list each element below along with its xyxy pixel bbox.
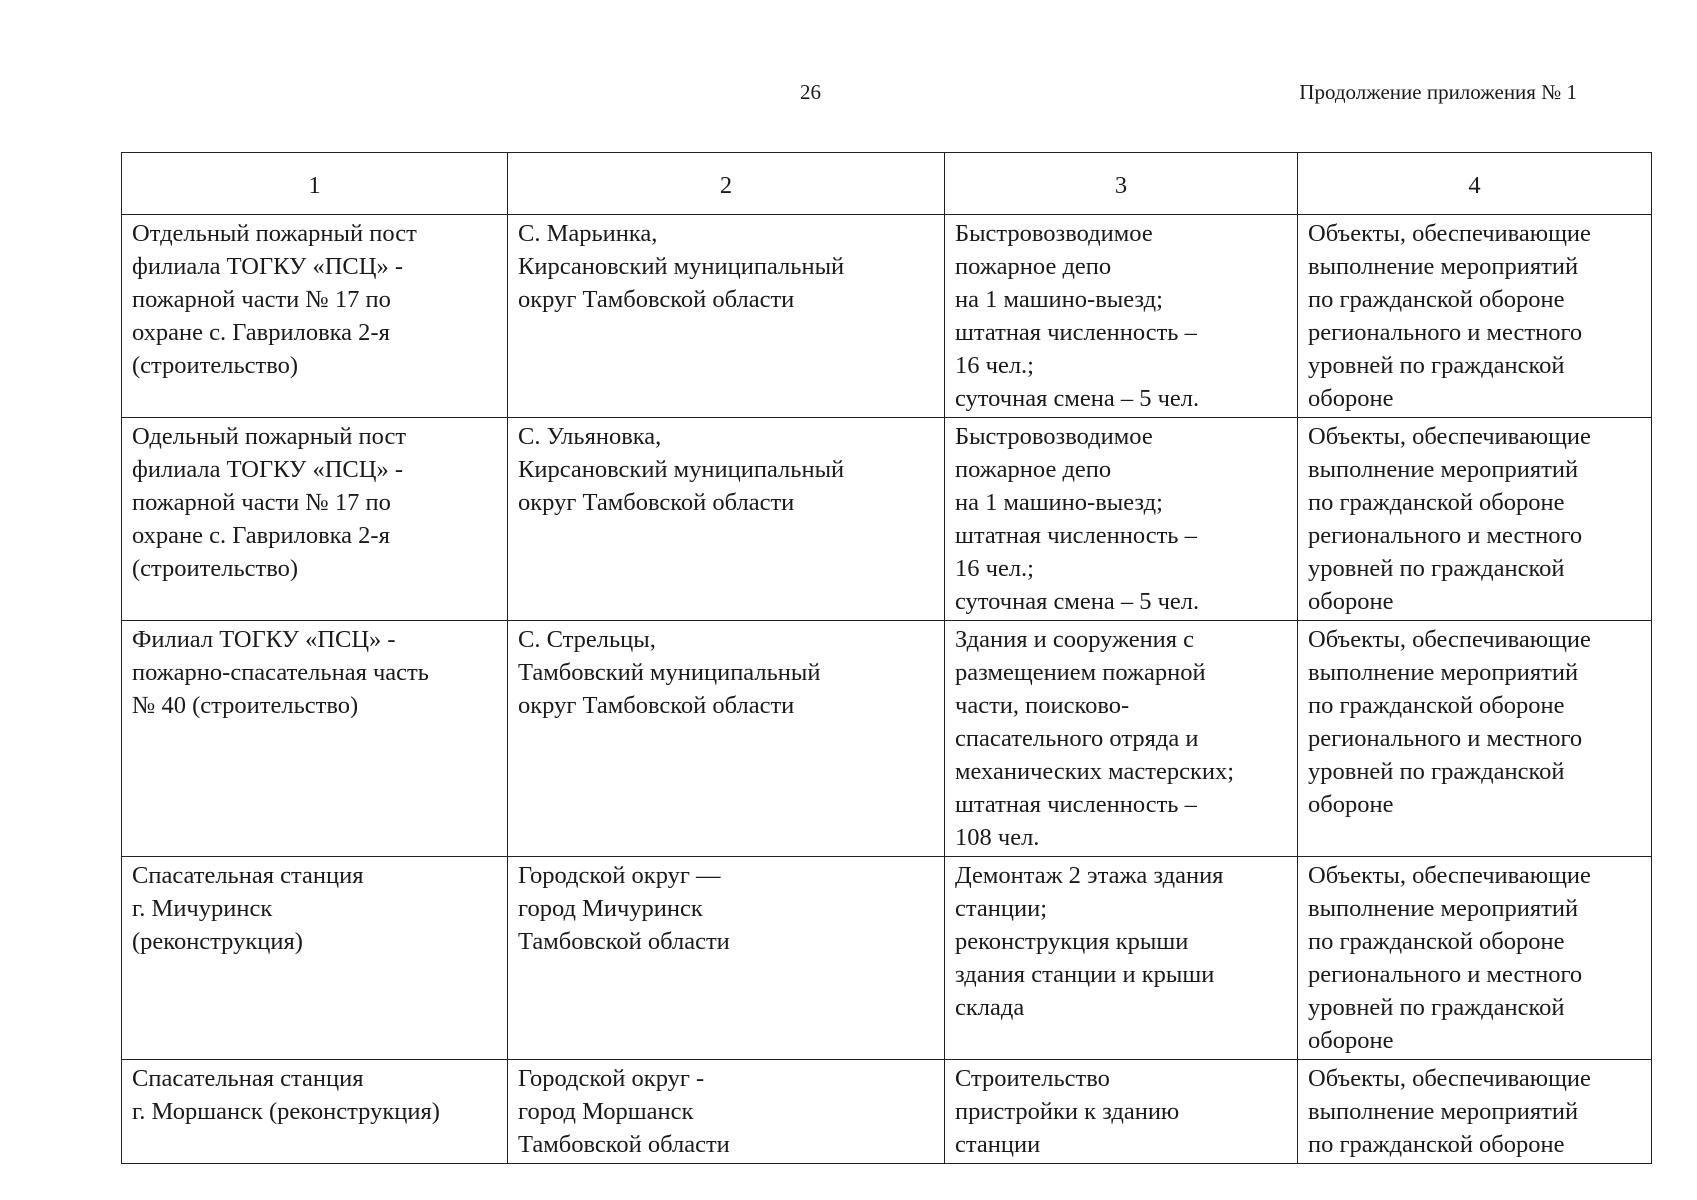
cell-text-line: пожарной части № 17 по [132, 489, 391, 516]
appendix-table-container [121, 152, 1651, 1164]
cell-text-line: уровней по гражданской [1308, 994, 1565, 1021]
cell-text-line: регионального и местного [1308, 522, 1583, 549]
column-header-3: 3 [945, 153, 1298, 215]
cell-text-line: Отдельный пожарный пост [132, 220, 417, 247]
cell-text-line: Городской округ — [518, 862, 721, 889]
cell-text-line: Кирсановский муниципальный [518, 253, 845, 280]
column-header-4: 4 [1298, 153, 1652, 215]
cell-text-line: С. Ульяновка, [518, 423, 662, 450]
cell-text-line: штатная численность – [955, 319, 1197, 346]
cell-text-line: суточная смена – 5 чел. [955, 588, 1200, 615]
cell-text-line: Тамбовской области [518, 1131, 730, 1158]
cell-text-line: округ Тамбовской области [518, 286, 795, 313]
cell-text-line: филиала ТОГКУ «ПСЦ» - [132, 456, 403, 483]
cell-text-line: по гражданской обороне [1308, 692, 1565, 719]
cell-text-line: штатная численность – [955, 522, 1197, 549]
cell-text-line: Городской округ - [518, 1065, 705, 1092]
cell-text-line: пристройки к зданию [955, 1098, 1180, 1125]
cell-text-line: охране с. Гавриловка 2-я [132, 522, 390, 549]
cell-text-line: Одельный пожарный пост [132, 423, 407, 450]
cell-text-line: 16 чел.; [955, 352, 1034, 379]
cell-text-line: по гражданской обороне [1308, 1131, 1565, 1158]
table-row [122, 215, 1652, 418]
cell-text-line: уровней по гражданской [1308, 758, 1565, 785]
cell-text-line: на 1 машино-выезд; [955, 489, 1163, 516]
characteristics-cell [945, 1060, 1298, 1164]
cell-text-line: № 40 (строительство) [132, 692, 359, 719]
cell-text-line: (реконструкция) [132, 928, 303, 955]
cell-text-line: пожарной части № 17 по [132, 286, 391, 313]
cell-text-line: обороне [1308, 385, 1394, 412]
cell-text-line: пожарно-спасательная часть [132, 659, 429, 686]
table-header-row [122, 153, 1652, 215]
cell-text-line: Тамбовской области [518, 928, 730, 955]
cell-text-line: уровней по гражданской [1308, 555, 1565, 582]
table-row [122, 857, 1652, 1060]
page-number: 26 [800, 80, 821, 104]
table-body [122, 215, 1652, 1164]
cell-text-line: по гражданской обороне [1308, 489, 1565, 516]
table-row [122, 418, 1652, 621]
cell-text-line: Демонтаж 2 этажа здания [955, 862, 1224, 889]
cell-text-line: станции; [955, 895, 1048, 922]
cell-text-line: выполнение мероприятий [1308, 253, 1579, 280]
cell-text-line: (строительство) [132, 555, 299, 582]
cell-text-line: регионального и местного [1308, 725, 1583, 752]
cell-text-line: склада [955, 994, 1025, 1021]
cell-text-line: С. Марьинка, [518, 220, 658, 247]
cell-text-line: выполнение мероприятий [1308, 1098, 1579, 1125]
object-name-cell [122, 418, 508, 621]
cell-text-line: выполнение мероприятий [1308, 456, 1579, 483]
cell-text-line: механических мастерских; [955, 758, 1235, 785]
cell-text-line: С. Стрельцы, [518, 626, 656, 653]
object-name-cell [122, 857, 508, 1060]
location-cell [508, 215, 945, 418]
appendix-table [121, 152, 1652, 1164]
cell-text-line: регионального и местного [1308, 961, 1583, 988]
continuation-label: Продолжение приложения № 1 [1299, 80, 1577, 104]
cell-text-line: обороне [1308, 791, 1394, 818]
cell-text-line: здания станции и крыши [955, 961, 1215, 988]
cell-text-line: Тамбовский муниципальный [518, 659, 821, 686]
location-cell [508, 1060, 945, 1164]
cell-text-line: город Мичуринск [518, 895, 703, 922]
cell-text-line: Здания и сооружения с [955, 626, 1195, 653]
location-cell [508, 621, 945, 857]
cell-text-line: Объекты, обеспечивающие [1308, 862, 1591, 889]
cell-text-line: Объекты, обеспечивающие [1308, 1065, 1591, 1092]
cell-text-line: филиала ТОГКУ «ПСЦ» - [132, 253, 403, 280]
cell-text-line: выполнение мероприятий [1308, 659, 1579, 686]
cell-text-line: регионального и местного [1308, 319, 1583, 346]
cell-text-line: Строительство [955, 1065, 1110, 1092]
purpose-cell [1298, 857, 1652, 1060]
object-name-cell [122, 621, 508, 857]
cell-text-line: обороне [1308, 588, 1394, 615]
cell-text-line: размещением пожарной [955, 659, 1206, 686]
cell-text-line: Объекты, обеспечивающие [1308, 423, 1591, 450]
cell-text-line: г. Моршанск (реконструкция) [132, 1098, 440, 1125]
cell-text-line: Спасательная станция [132, 862, 364, 889]
characteristics-cell [945, 215, 1298, 418]
cell-text-line: по гражданской обороне [1308, 928, 1565, 955]
table-row [122, 1060, 1652, 1164]
cell-text-line: Кирсановский муниципальный [518, 456, 845, 483]
cell-text-line: штатная численность – [955, 791, 1197, 818]
object-name-cell [122, 215, 508, 418]
characteristics-cell [945, 621, 1298, 857]
purpose-cell [1298, 215, 1652, 418]
cell-text-line: 108 чел. [955, 824, 1040, 851]
purpose-cell [1298, 418, 1652, 621]
cell-text-line: охране с. Гавриловка 2-я [132, 319, 390, 346]
column-header-2: 2 [508, 153, 945, 215]
cell-text-line: город Моршанск [518, 1098, 694, 1125]
cell-text-line: выполнение мероприятий [1308, 895, 1579, 922]
location-cell [508, 418, 945, 621]
characteristics-cell [945, 857, 1298, 1060]
cell-text-line: суточная смена – 5 чел. [955, 385, 1200, 412]
cell-text-line: Объекты, обеспечивающие [1308, 626, 1591, 653]
cell-text-line: (строительство) [132, 352, 299, 379]
cell-text-line: округ Тамбовской области [518, 489, 795, 516]
purpose-cell [1298, 621, 1652, 857]
cell-text-line: Спасательная станция [132, 1065, 364, 1092]
cell-text-line: пожарное депо [955, 253, 1112, 280]
cell-text-line: по гражданской обороне [1308, 286, 1565, 313]
cell-text-line: реконструкция крыши [955, 928, 1189, 955]
cell-text-line: станции [955, 1131, 1041, 1158]
cell-text-line: спасательного отряда и [955, 725, 1199, 752]
cell-text-line: округ Тамбовской области [518, 692, 795, 719]
cell-text-line: обороне [1308, 1027, 1394, 1054]
location-cell [508, 857, 945, 1060]
cell-text-line: на 1 машино-выезд; [955, 286, 1163, 313]
cell-text-line: Объекты, обеспечивающие [1308, 220, 1591, 247]
cell-text-line: Филиал ТОГКУ «ПСЦ» - [132, 626, 396, 653]
cell-text-line: г. Мичуринск [132, 895, 273, 922]
cell-text-line: Быстровозводимое [955, 220, 1153, 247]
cell-text-line: 16 чел.; [955, 555, 1034, 582]
cell-text-line: уровней по гражданской [1308, 352, 1565, 379]
object-name-cell [122, 1060, 508, 1164]
cell-text-line: Быстровозводимое [955, 423, 1153, 450]
column-header-1: 1 [122, 153, 508, 215]
characteristics-cell [945, 418, 1298, 621]
purpose-cell [1298, 1060, 1652, 1164]
cell-text-line: пожарное депо [955, 456, 1112, 483]
table-row [122, 621, 1652, 857]
cell-text-line: части, поисково- [955, 692, 1130, 719]
